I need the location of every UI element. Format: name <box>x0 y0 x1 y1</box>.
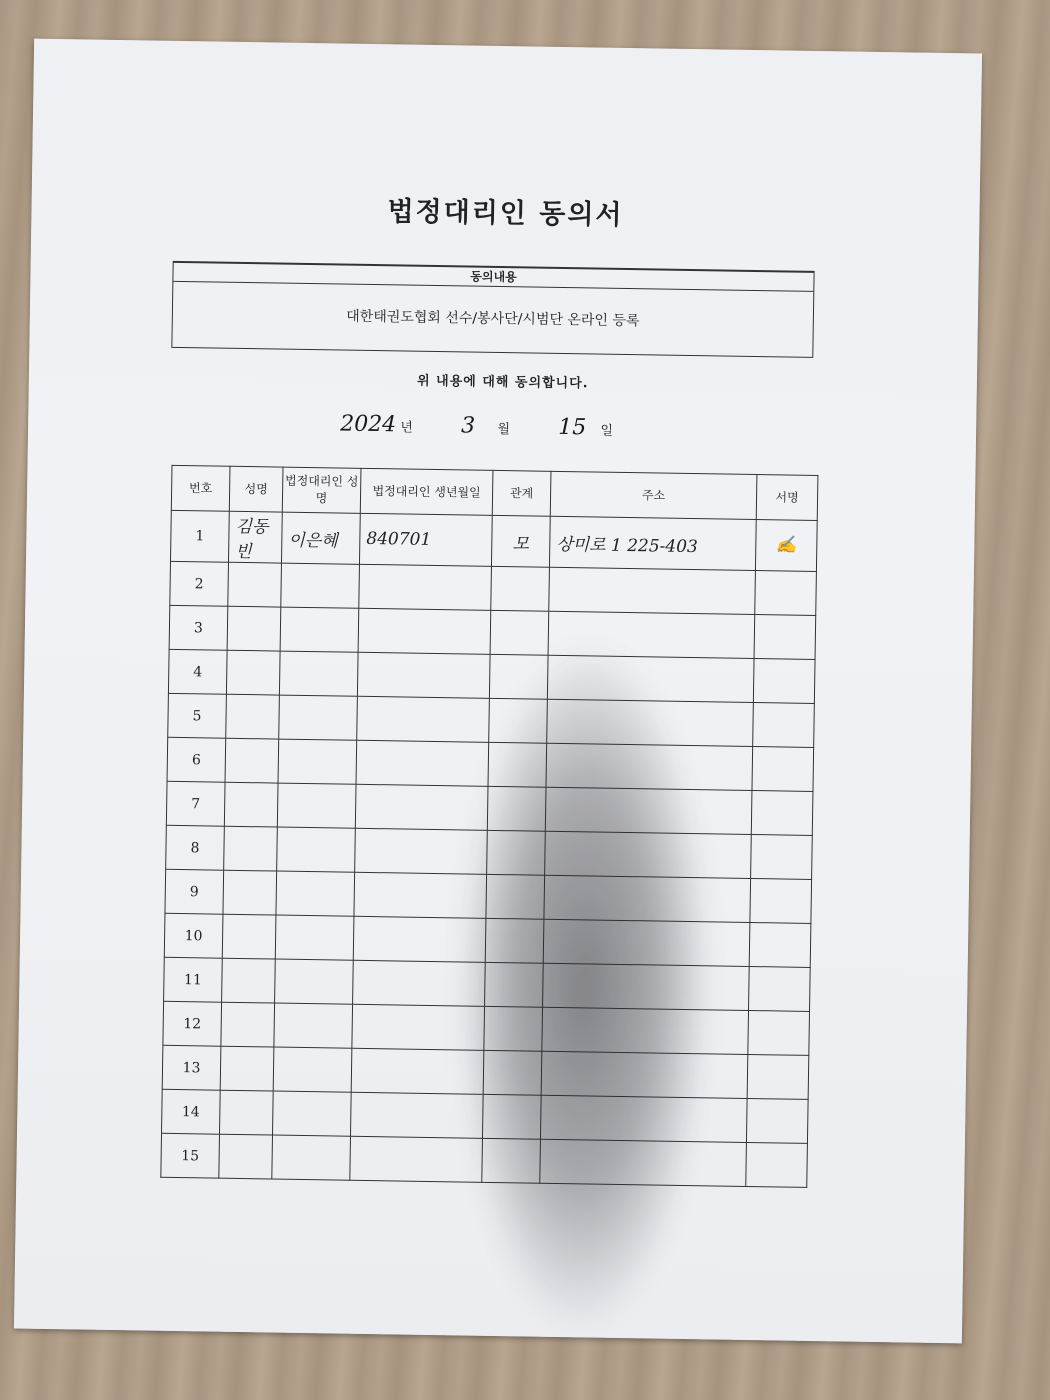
table-cell-relation <box>482 1138 541 1183</box>
table-cell-address: 상미로 1 225-403 <box>549 516 756 570</box>
table-cell-guardian <box>279 695 358 740</box>
table-cell-address <box>548 611 755 658</box>
paper-sheet <box>14 39 982 1344</box>
header-guardian-name: 법정대리인 성명 <box>282 467 361 513</box>
table-cell-sign <box>751 791 813 836</box>
table-cell-guardian <box>280 607 359 652</box>
table-cell-birth <box>353 916 486 962</box>
table-cell-sign <box>747 1054 809 1099</box>
table-cell-name <box>225 738 279 783</box>
table-cell-relation <box>487 786 546 831</box>
table-cell-sign <box>754 615 816 660</box>
table-cell-name: 김동빈 <box>228 511 282 563</box>
table-cell-guardian <box>277 783 356 828</box>
table-cell-name <box>220 1090 274 1135</box>
guardian-table <box>160 465 818 1188</box>
table-cell-relation <box>482 1094 541 1139</box>
header-address: 주소 <box>550 471 757 519</box>
table-cell-birth <box>353 960 486 1006</box>
table-cell-guardian <box>274 1003 353 1048</box>
table-cell-guardian: 이은혜 <box>281 512 360 564</box>
table-cell-no: 6 <box>167 737 226 782</box>
table-cell-name <box>222 958 276 1003</box>
table-cell-address <box>543 919 750 966</box>
table-cell-birth <box>355 828 488 874</box>
table-cell-sign <box>753 703 815 748</box>
table-row <box>161 1133 808 1187</box>
table-cell-no: 2 <box>170 561 229 606</box>
header-signature: 서명 <box>756 475 818 521</box>
table-cell-sign <box>755 571 817 616</box>
table-cell-no: 12 <box>163 1001 222 1046</box>
table-cell-sign <box>749 966 811 1011</box>
table-cell-birth <box>356 740 489 786</box>
table-cell-sign: ✍ <box>755 520 817 572</box>
table-cell-guardian <box>278 739 357 784</box>
table-cell-guardian <box>275 915 354 960</box>
table-cell-name <box>226 694 280 739</box>
table-cell-guardian <box>272 1135 351 1180</box>
table-cell-birth <box>359 564 492 610</box>
table-cell-sign <box>752 747 814 792</box>
table-cell-no: 1 <box>170 510 229 562</box>
table-cell-relation <box>489 654 548 699</box>
table-cell-no: 13 <box>162 1045 221 1090</box>
table-cell-birth <box>357 652 490 698</box>
consent-header: 동의내용 <box>173 263 813 292</box>
table-cell-relation <box>488 742 547 787</box>
table-cell-no: 15 <box>161 1133 220 1178</box>
table-cell-address <box>549 567 756 614</box>
table-cell-sign <box>751 834 813 879</box>
table-cell-relation <box>486 874 545 919</box>
table-cell-relation <box>491 566 550 611</box>
table-cell-name <box>219 1134 273 1179</box>
date-line <box>340 411 613 440</box>
date-month-unit: 월 <box>497 421 511 438</box>
table-cell-address <box>544 875 751 922</box>
table-cell-sign <box>750 878 812 923</box>
table-cell-guardian <box>279 651 358 696</box>
table-cell-guardian <box>275 959 354 1004</box>
table-cell-address <box>545 831 752 878</box>
table-cell-name <box>226 650 280 695</box>
date-year-unit: 년 <box>400 420 413 436</box>
table-cell-guardian <box>277 827 356 872</box>
date-day-unit: 일 <box>600 423 614 439</box>
table-cell-no: 3 <box>169 605 228 650</box>
header-no: 번호 <box>171 465 230 511</box>
table-cell-relation <box>489 698 548 743</box>
table-cell-address <box>541 1051 748 1098</box>
table-cell-name <box>222 914 276 959</box>
table-cell-birth <box>351 1048 484 1094</box>
table-cell-birth <box>355 784 488 830</box>
table-cell-sign <box>749 922 811 967</box>
table-cell-address <box>547 655 754 702</box>
table-cell-relation <box>483 1050 542 1095</box>
table-cell-guardian <box>281 563 360 608</box>
table-cell-address <box>542 1007 749 1054</box>
document-title: 법정대리인 동의서 <box>387 196 624 231</box>
table-cell-address <box>547 699 754 746</box>
table-cell-birth <box>354 872 487 918</box>
agree-statement: 위 내용에 대해 동의합니다. <box>416 373 589 392</box>
table-cell-address <box>540 1095 747 1142</box>
table-cell-birth <box>357 696 490 742</box>
table-cell-no: 9 <box>165 869 224 914</box>
table-cell-birth <box>350 1092 483 1138</box>
date-month: 3 <box>460 413 476 439</box>
date-year: 2024 <box>339 411 397 438</box>
table-cell-address <box>545 787 752 834</box>
table-cell-birth: 840701 <box>359 513 492 566</box>
table-cell-no: 10 <box>164 913 223 958</box>
table-cell-address <box>540 1139 747 1186</box>
table-cell-birth <box>358 608 491 654</box>
header-relation: 관계 <box>492 470 551 516</box>
table-cell-no: 5 <box>168 693 227 738</box>
table-cell-guardian <box>276 871 355 916</box>
table-cell-birth <box>352 1004 485 1050</box>
date-day: 15 <box>558 414 587 441</box>
table-cell-relation <box>485 962 544 1007</box>
table-cell-no: 14 <box>162 1089 221 1134</box>
table-cell-sign <box>748 1010 810 1055</box>
table-cell-guardian <box>273 1047 352 1092</box>
table-cell-name <box>220 1046 274 1091</box>
header-guardian-birth: 법정대리인 생년월일 <box>360 468 493 515</box>
table-cell-relation <box>490 610 549 655</box>
table-cell-relation <box>487 830 546 875</box>
table-cell-no: 11 <box>164 957 223 1002</box>
table-cell-name <box>227 606 281 651</box>
table-cell-name <box>224 826 278 871</box>
table-cell-address <box>543 963 750 1010</box>
table-cell-birth <box>350 1136 483 1182</box>
consent-box <box>171 261 814 358</box>
table-cell-relation <box>485 918 544 963</box>
table-cell-name <box>223 870 277 915</box>
table-cell-relation: 모 <box>491 515 550 567</box>
table-cell-sign <box>746 1098 808 1143</box>
table-cell-no: 7 <box>166 781 225 826</box>
table-cell-name <box>221 1002 275 1047</box>
table-cell-name <box>228 562 282 607</box>
table-cell-relation <box>484 1006 543 1051</box>
table-cell-no: 8 <box>166 825 225 870</box>
table-body <box>161 510 817 1187</box>
table-cell-sign <box>746 1142 808 1187</box>
table-cell-address <box>546 743 753 790</box>
consent-text: 대한태권도협회 선수/봉사단/시범단 온라인 등록 <box>346 308 640 330</box>
table-cell-name <box>224 782 278 827</box>
table-cell-sign <box>753 659 815 704</box>
header-name: 성명 <box>229 466 283 512</box>
table-cell-guardian <box>272 1091 351 1136</box>
table-cell-no: 4 <box>168 649 227 694</box>
